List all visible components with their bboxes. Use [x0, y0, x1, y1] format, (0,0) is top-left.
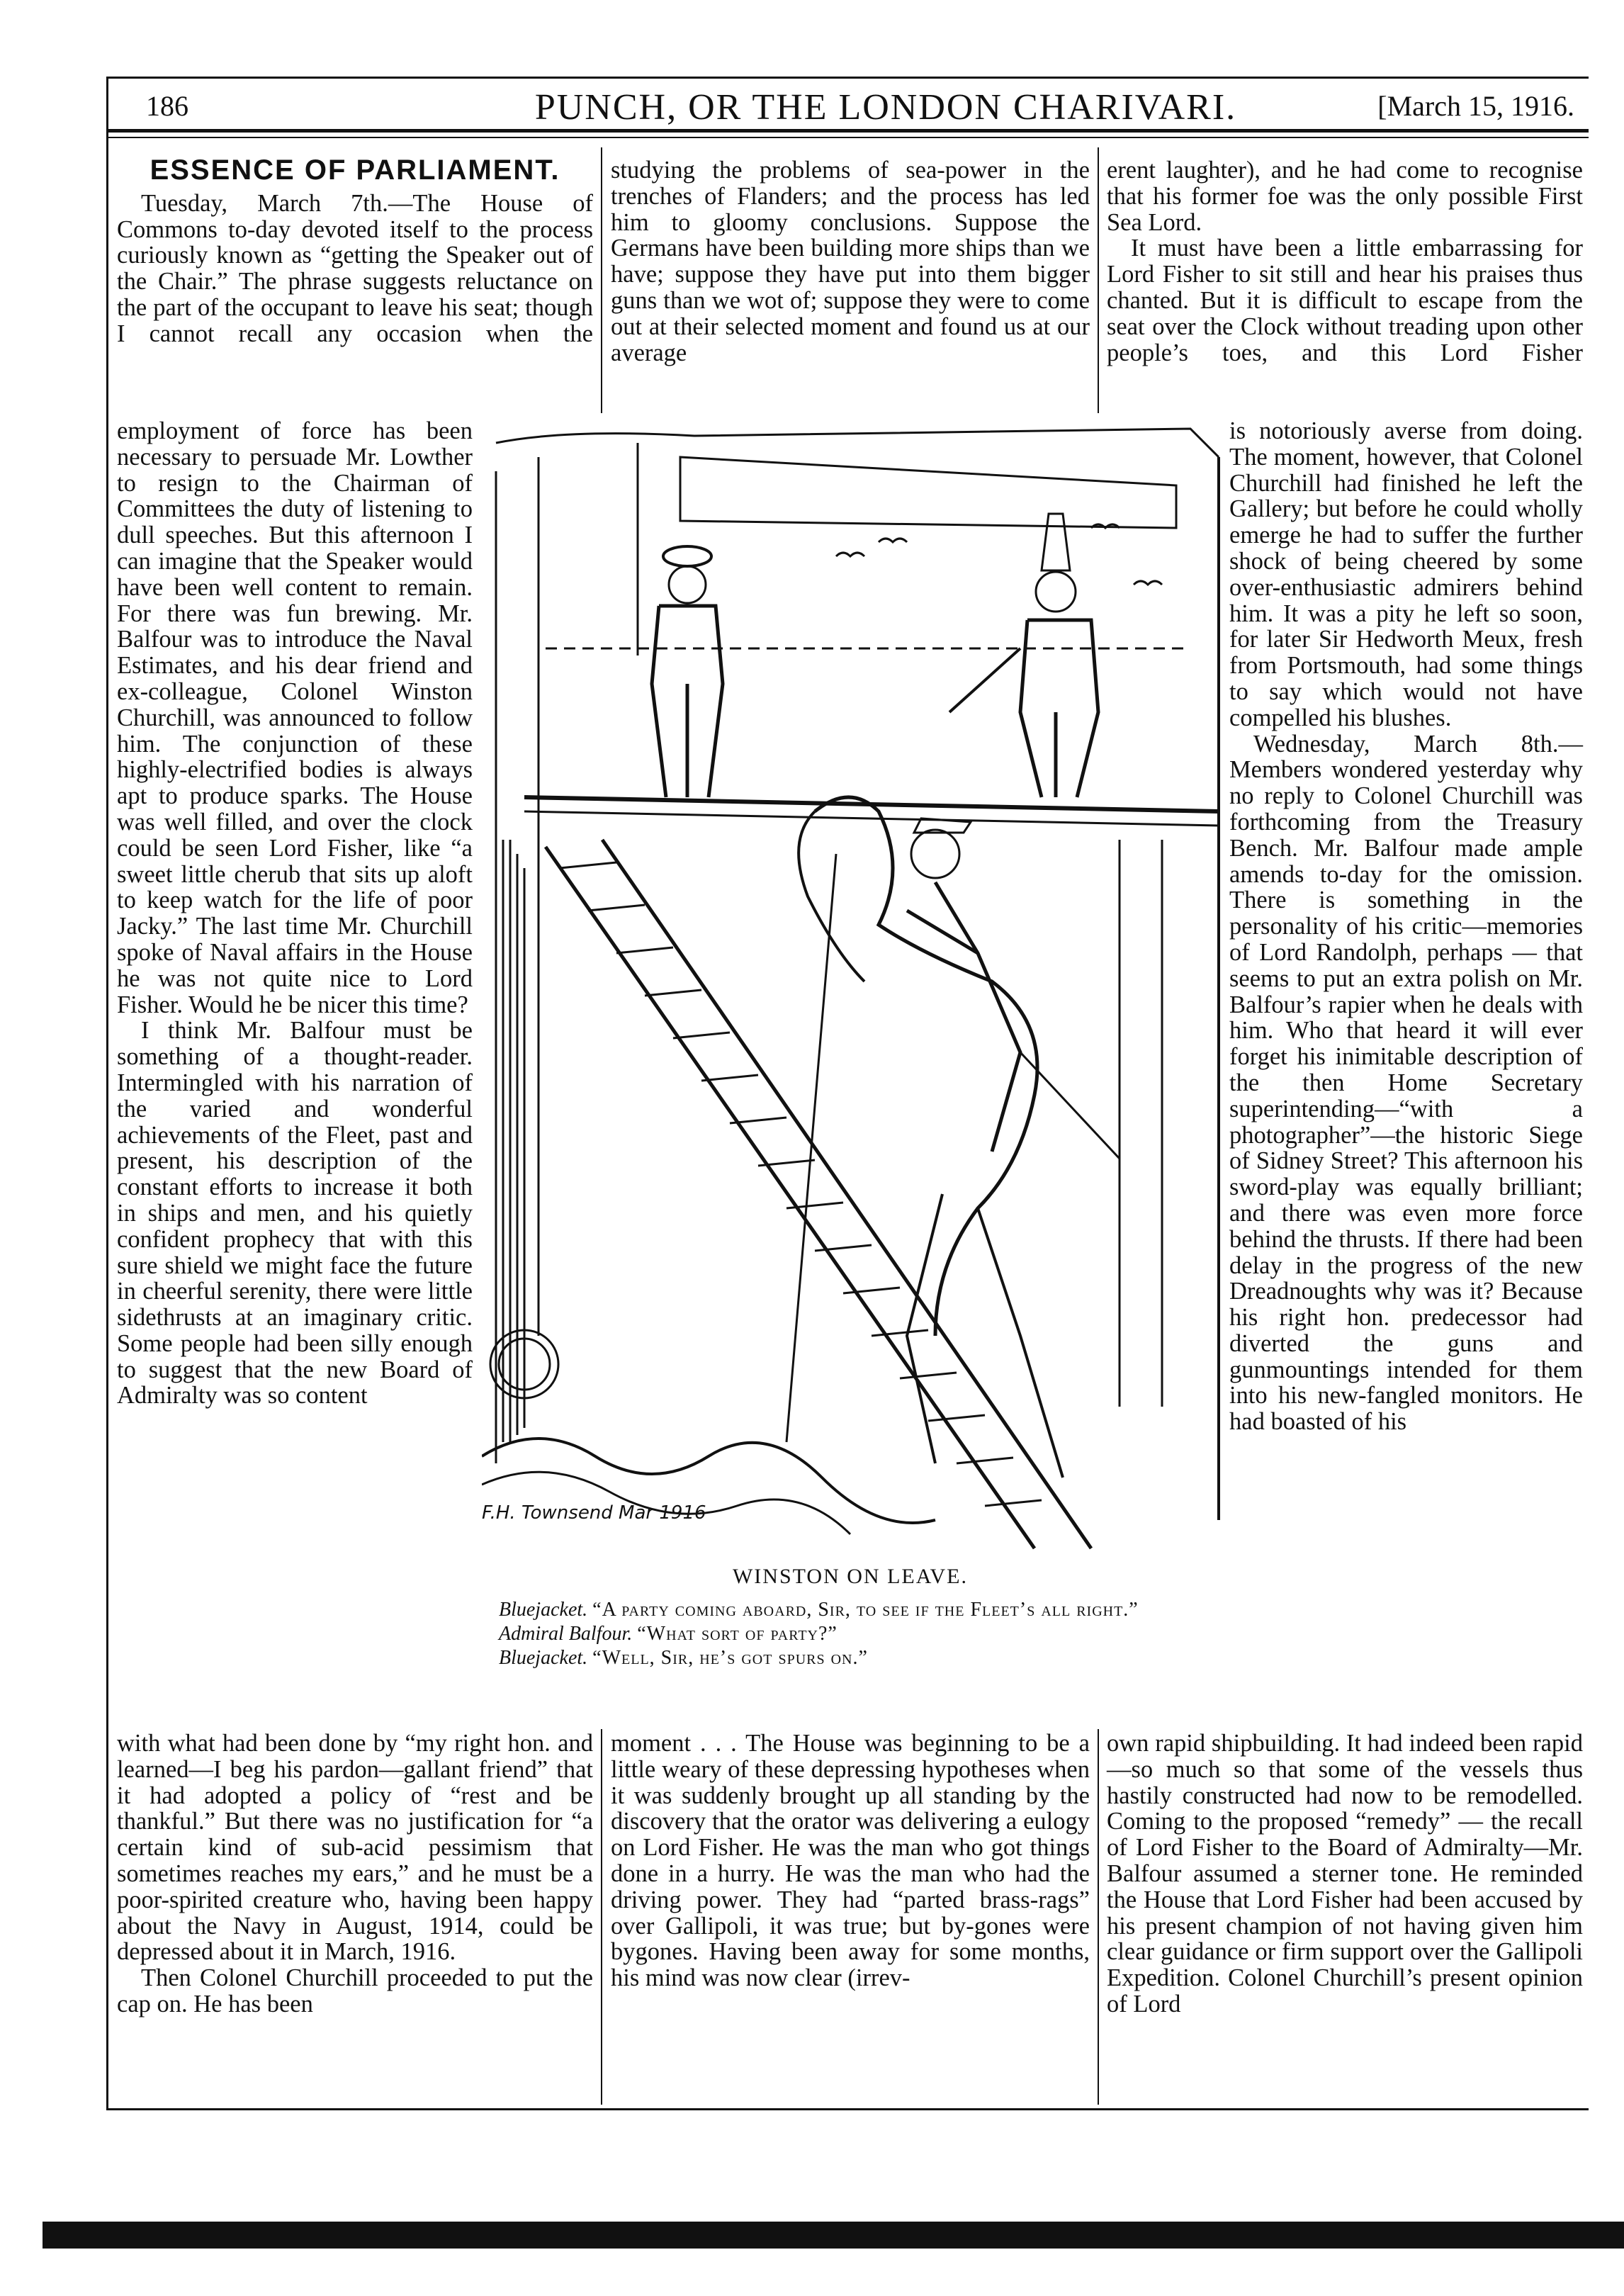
article-column-3-narrow	[1229, 418, 1583, 1435]
column-divider	[1098, 147, 1099, 413]
footer-rule	[106, 2108, 1589, 2110]
paragraph: studying the problems of sea-power in the trenches of Flanders; and the process has led him to gloomy conclusions. Suppose the Germans have been building more ships than we have; suppose they have put into them bigger guns than we wot of; suppose they were to come out at their selected moment and found us at our average	[611, 157, 1090, 366]
article-heading: ESSENCE OF PARLIAMENT.	[150, 154, 560, 186]
paragraph: Tuesday, March 7th.—The House of Commons to-day devoted itself to the process curiously known as “getting the Speaker out of the Chair.” The phrase suggests reluctance on the part of the occupant to leave his seat; though I cannot recall any occasion when the	[117, 189, 593, 347]
left-border	[106, 77, 108, 2110]
paragraph: It must have been a little embarrassing for Lord Fisher to sit still and hear his praises thus chanted. But it is difficult to escape from the seat over the Clock without treading upon other people’s toes, and this Lord Fisher	[1107, 235, 1583, 366]
paragraph: employment of force has been necessary to persuade Mr. Lowther to resign to the Chairman of Committees the duty of listening to dull speeches. But this afternoon I can imagine that the Speaker would have been well content to remain. For there was fun brewing. Mr. Balfour was to introduce the Naval Estimates, and his dear friend and ex-colleague, Colonel Winston Churchill, was announced to follow him. The conjunction of these highly-electrified bodies is always apt to produce sparks. The House was well filled, and over the clock could be seen Lord Fisher, like “a sweet little cherub that sits up aloft to keep watch for the life of poor Jacky.” The last time Mr. Churchill spoke of Naval affairs in the House he was not quite nice to Lord Fisher. Would he be nicer this time?	[117, 417, 473, 1018]
paragraph: is notoriously averse from doing. The moment, however, that Colonel Churchill had finished he left the Gallery; but before he could wholly emerge he had to suffer the further shock of being cheered by some over-enthusiastic admirers behind him. It was a pity he left so soon, for later Sir Hedworth Meux, fresh from Portsmouth, had some things to say which would not have compelled his blushes.	[1229, 417, 1583, 731]
article-column-3-top	[1107, 157, 1583, 366]
header-rule-thick	[106, 129, 1589, 133]
column-divider	[601, 147, 602, 413]
issue-date: [March 15, 1916.	[1377, 90, 1574, 122]
paragraph: moment . . . The House was beginning to be a little weary of these depressing hypotheses when it was suddenly brought up all standing by the discovery that the orator was delivering a eulogy on Lord Fisher. He was the man who got things done in a hurry. He was the man who had the driving power. They had “parted brass-rags” over Gallipoli, it was true; but by-gones were bygones. Having been away for some months, his mind was now clear (irrev-	[611, 1730, 1090, 1992]
column-divider	[601, 1729, 602, 2105]
paragraph: erent laughter), and he had come to recognise that his former foe was the only possible First Sea Lord.	[1107, 157, 1583, 236]
page-bottom-edge	[43, 2222, 1624, 2249]
paragraph: Wednesday, March 8th.—Members wondered yesterday why no reply to Colonel Churchill was forthcoming from the Treasury Bench. Mr. Balfour made ample amends to-day for the omission. There is something in the personality of his critic—memories of Lord Randolph, perhaps — that seems to put an extra polish on Mr. Balfour’s rapier when he deals with him. Who that heard it will ever forget his inimitable description of the then Home Secretary superintending—“with a photographer”—the historic Siege of Sidney Street? This afternoon his sword-play was equally brilliant; and there was even more force behind the thrusts. If there had been delay in the progress of the new Dreadnoughts why was it? Because his right hon. predecessor had diverted the guns and gunmountings intended for them into his new-fangled monitors. He had boasted of his	[1229, 730, 1583, 1436]
article-column-1-top	[117, 154, 593, 347]
caption-speech: “A party coming aboard, Sir, to see if the Fleet’s all right.”	[592, 1599, 1139, 1621]
paragraph: I think Mr. Balfour must be something of a thought-reader. Intermingled with his narration of the varied and wonderful achievements of the Fleet, past and present, his description of the constant efforts to increase it both in ships and men, and his quietly confident prophecy that with this sure shield we might face the future in cheerful serenity, there were little sidethrusts at an imaginary critic. Some people had been silly enough to suggest that the new Board of Admiralty was so content	[117, 1017, 473, 1409]
caption-speaker: Admiral Balfour.	[499, 1623, 633, 1645]
header-rule-thin	[106, 137, 1589, 138]
article-column-1-bottom	[117, 1731, 593, 2018]
article-column-3-bottom	[1107, 1731, 1583, 2018]
header-top-rule	[106, 77, 1589, 79]
article-column-2-bottom	[611, 1731, 1090, 1991]
article-column-1-narrow	[117, 418, 473, 1409]
paragraph: with what had been done by “my right hon. and learned—I beg his pardon—gallant friend” that it had adopted a policy of “rest and be thankful.” But there was no justification for “a certain kind of sub-acid pessimism that sometimes reaches my ears,” and he must be a poor-spirited creature who, having been happy about the Navy in August, 1914, could be depressed about it in March, 1916.	[117, 1730, 593, 1966]
cartoon-title: WINSTON ON LEAVE.	[732, 1565, 969, 1588]
cartoon-drawing	[482, 415, 1222, 1552]
cartoon-illustration	[482, 415, 1222, 1552]
page-number: 186	[146, 90, 188, 122]
column-divider	[1098, 1729, 1099, 2105]
caption-speaker: Bluejacket.	[499, 1647, 588, 1669]
article-column-2-top	[611, 157, 1090, 366]
caption-line	[489, 1622, 1219, 1646]
masthead-title: PUNCH, OR THE LONDON CHARIVARI.	[534, 87, 1237, 128]
artist-signature: F.H. Townsend Mar 1916	[482, 1502, 706, 1524]
caption-line	[489, 1598, 1219, 1622]
caption-line	[489, 1646, 1219, 1670]
caption-speaker: Bluejacket.	[499, 1599, 588, 1621]
caption-speech: “What sort of party?”	[637, 1623, 838, 1645]
paragraph: Then Colonel Churchill proceeded to put the cap on. He has been	[117, 1964, 593, 2018]
caption-speech: “Well, Sir, he’s got spurs on.”	[592, 1647, 868, 1669]
paragraph: own rapid shipbuilding. It had indeed been rapid—so much so that some of the vessels thus hastily constructed had now to be remodelled. Coming to the proposed “remedy” — the recall of Lord Fisher to the Board of Admiralty—Mr. Balfour assumed a sterner tone. He reminded the House that Lord Fisher had been accused by his present champion of not having given him clear guidance or firm support over the Gallipoli Expedition. Colonel Churchill’s present opinion of Lord	[1107, 1730, 1583, 2018]
cartoon-caption	[489, 1598, 1219, 1670]
